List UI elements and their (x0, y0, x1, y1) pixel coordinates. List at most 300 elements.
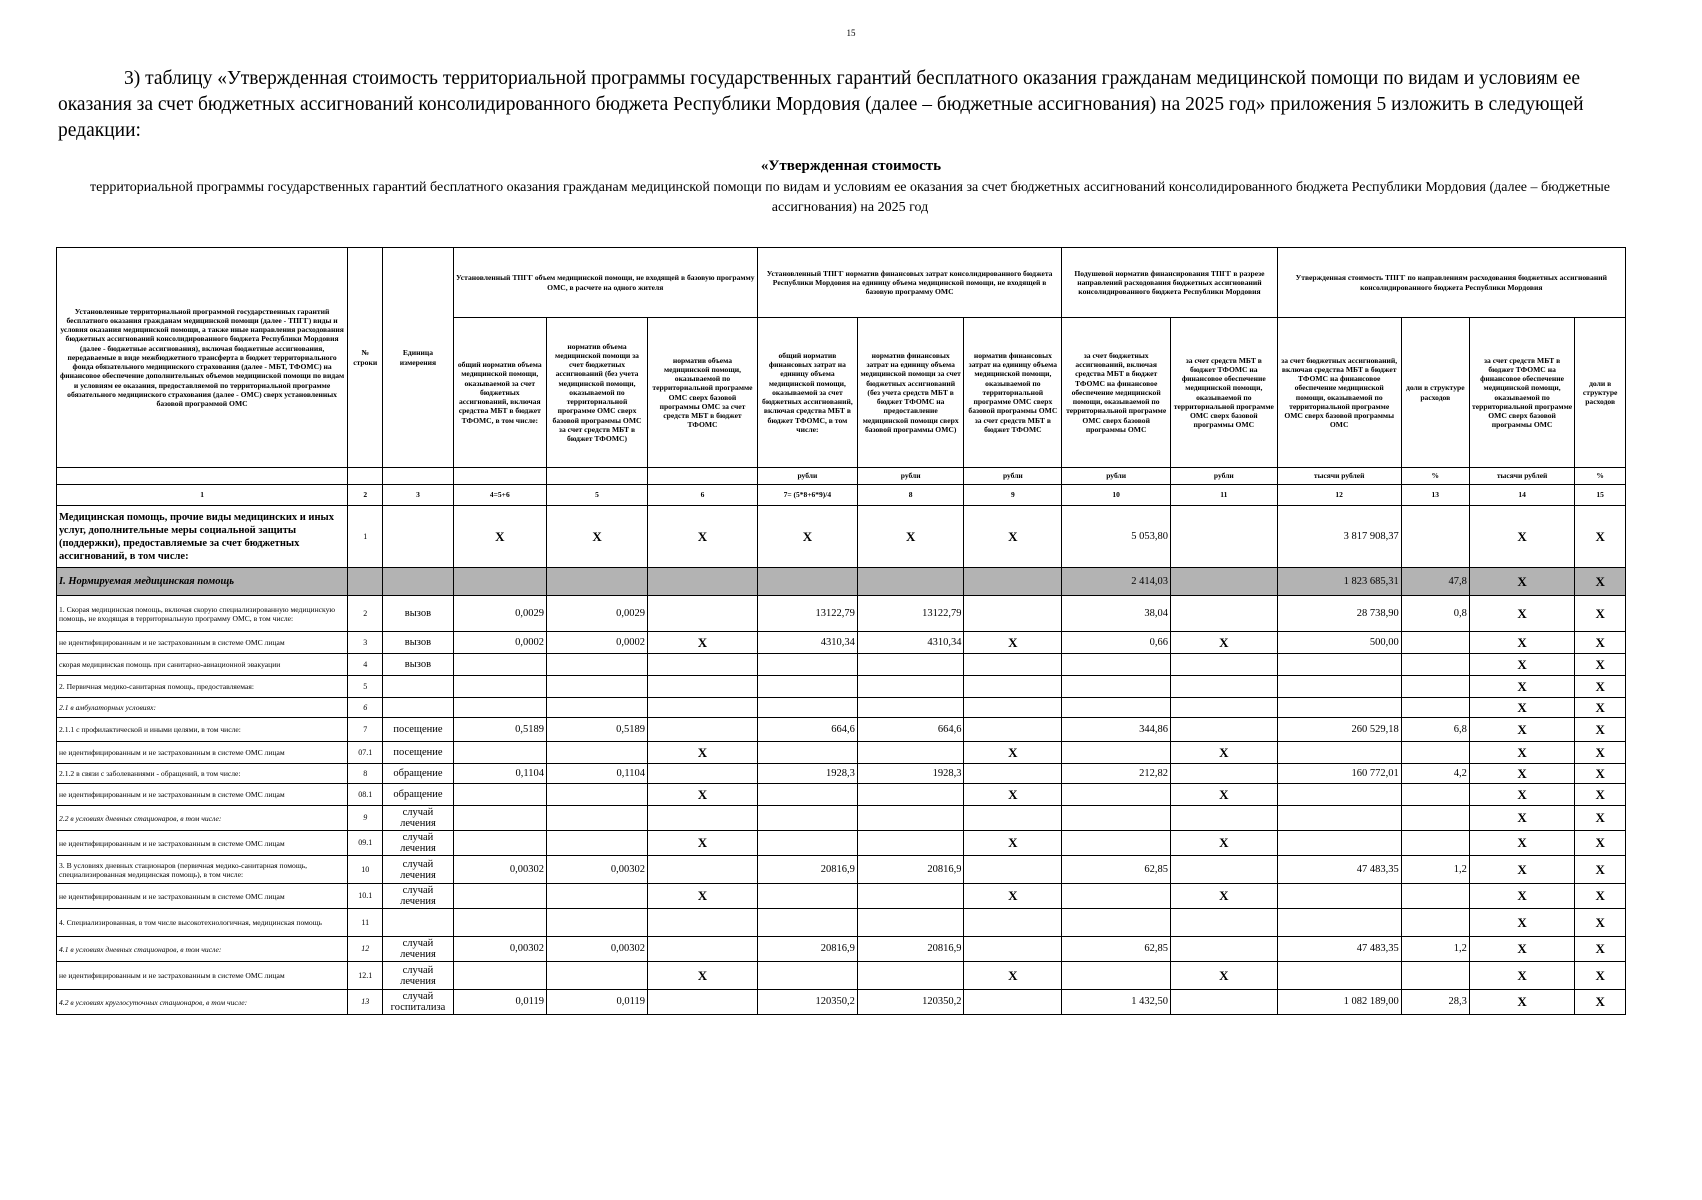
value-cell (757, 698, 857, 718)
row-unit (383, 676, 453, 698)
not-applicable-mark: X (1469, 856, 1574, 884)
value-cell: 62,85 (1062, 856, 1171, 884)
value-cell (546, 962, 647, 990)
value-cell (648, 698, 758, 718)
value-cell: 1 823 685,31 (1277, 568, 1401, 596)
not-applicable-mark: X (1469, 962, 1574, 990)
value-cell (1277, 654, 1401, 676)
row-label: 2.1.2 в связи с заболеваниями - обращений, в том числе: (57, 764, 348, 784)
value-cell: 160 772,01 (1277, 764, 1401, 784)
not-applicable-mark: X (1575, 856, 1626, 884)
not-applicable-mark: X (648, 506, 758, 568)
row-unit (383, 506, 453, 568)
document-subtitle: территориальной программы государственных гарантий бесплатного оказания гражданам медицинской помощи по видам и условиям ее оказания за счет бюджетных ассигнований консолидированного бюджета Республики Мордовия (далее – бюджетные ассигнования) на 2025 год (90, 180, 1610, 215)
value-cell (857, 962, 964, 990)
value-cell (648, 806, 758, 831)
column-index-cell: 2 (348, 485, 383, 506)
header-col-9: норматив финансовых затрат на единицу объема медицинской помощи, оказываемой по территориальной программе ОМС сверх базовой программы ОМС за счет средств МБТ в бюджет ТФОМС (964, 318, 1062, 468)
value-cell (1171, 596, 1278, 632)
row-number: 8 (348, 764, 383, 784)
not-applicable-mark: X (964, 962, 1062, 990)
not-applicable-mark: X (1469, 884, 1574, 909)
value-cell (857, 884, 964, 909)
value-cell: 0,66 (1062, 632, 1171, 654)
value-cell (1277, 831, 1401, 856)
row-label: 2.1 в амбулаторных условиях: (57, 698, 348, 718)
not-applicable-mark: X (648, 962, 758, 990)
table-row (57, 632, 1626, 654)
row-unit: посещение (383, 742, 453, 764)
value-cell (1171, 937, 1278, 962)
table-row (57, 676, 1626, 698)
column-index-cell: 15 (1575, 485, 1626, 506)
header-col-6: норматив объема медицинской помощи, оказываемой по территориальной программе ОМС сверх базовой программы ОМС за счет средств МБТ в бюджет ТФОМС (648, 318, 758, 468)
value-cell (757, 831, 857, 856)
value-cell (857, 698, 964, 718)
value-cell: 20816,9 (757, 937, 857, 962)
value-cell (1401, 698, 1469, 718)
value-cell: 260 529,18 (1277, 718, 1401, 742)
not-applicable-mark: X (1575, 596, 1626, 632)
value-cell (1401, 962, 1469, 990)
column-index-cell: 5 (546, 485, 647, 506)
table-row (57, 506, 1626, 568)
row-number: 5 (348, 676, 383, 698)
not-applicable-mark: X (1575, 806, 1626, 831)
value-cell: 0,00302 (546, 937, 647, 962)
not-applicable-mark: X (1171, 962, 1278, 990)
row-unit: вызов (383, 654, 453, 676)
header-col-15: доли в структуре расходов (1575, 318, 1626, 468)
unit-cell (648, 468, 758, 485)
value-cell (453, 909, 546, 937)
not-applicable-mark: X (1469, 764, 1574, 784)
not-applicable-mark: X (1469, 831, 1574, 856)
header-row-number: № строки (348, 248, 383, 468)
value-cell (453, 784, 546, 806)
value-cell (757, 806, 857, 831)
value-cell (546, 568, 647, 596)
header-group-norm: Установленный ТПГГ норматив финансовых затрат консолидированного бюджета Республики Мордовия на единицу объема медицинской помощи, не входящей в базовую программу ОМС (757, 248, 1061, 318)
units-row (57, 468, 1626, 485)
value-cell (1062, 884, 1171, 909)
row-label: не идентифицированным и не застрахованным в системе ОМС лицам (57, 784, 348, 806)
value-cell (1062, 806, 1171, 831)
table-row (57, 831, 1626, 856)
row-unit: обращение (383, 784, 453, 806)
column-index-cell: 11 (1171, 485, 1278, 506)
value-cell: 664,6 (857, 718, 964, 742)
row-label: не идентифицированным и не застрахованным в системе ОМС лицам (57, 884, 348, 909)
not-applicable-mark: X (1171, 784, 1278, 806)
value-cell (757, 784, 857, 806)
value-cell (757, 654, 857, 676)
value-cell: 0,5189 (453, 718, 546, 742)
value-cell (453, 884, 546, 909)
row-label: 2. Первичная медико-санитарная помощь, предоставляемая: (57, 676, 348, 698)
value-cell: 1 082 189,00 (1277, 990, 1401, 1015)
value-cell: 13122,79 (857, 596, 964, 632)
not-applicable-mark: X (1575, 654, 1626, 676)
header-col-11: за счет средств МБТ в бюджет ТФОМС на финансовое обеспечение медицинской помощи, оказываемой по территориальной программе ОМС сверх базовой программы ОМС (1171, 318, 1278, 468)
not-applicable-mark: X (1575, 764, 1626, 784)
row-number: 09.1 (348, 831, 383, 856)
table-row (57, 806, 1626, 831)
not-applicable-mark: X (757, 506, 857, 568)
value-cell (857, 676, 964, 698)
value-cell (546, 654, 647, 676)
table-row (57, 909, 1626, 937)
header-col-7: общий норматив финансовых затрат на единицу объема медицинской помощи, оказываемой за счет бюджетных ассигнований, включая средства МБТ в бюджет ТФОМС, в том числе: (757, 318, 857, 468)
value-cell (648, 718, 758, 742)
value-cell (857, 742, 964, 764)
not-applicable-mark: X (1469, 506, 1574, 568)
value-cell (757, 676, 857, 698)
row-unit: случай лечения (383, 831, 453, 856)
value-cell (1171, 654, 1278, 676)
value-cell (1062, 909, 1171, 937)
not-applicable-mark: X (1575, 568, 1626, 596)
header-col-4: общий норматив объема медицинской помощи, оказываемой за счет бюджетных ассигнований, включая средства МБТ в бюджет ТФОМС, в том числе: (453, 318, 546, 468)
value-cell (648, 596, 758, 632)
value-cell (1062, 962, 1171, 990)
value-cell (453, 676, 546, 698)
value-cell: 212,82 (1062, 764, 1171, 784)
value-cell (1277, 909, 1401, 937)
column-index-cell: 3 (383, 485, 453, 506)
not-applicable-mark: X (1575, 698, 1626, 718)
value-cell (546, 742, 647, 764)
not-applicable-mark: X (648, 632, 758, 654)
cost-table (56, 247, 1626, 1015)
value-cell: 3 817 908,37 (1277, 506, 1401, 568)
row-unit: случай лечения (383, 962, 453, 990)
not-applicable-mark: X (1575, 506, 1626, 568)
value-cell: 20816,9 (857, 856, 964, 884)
not-applicable-mark: X (964, 632, 1062, 654)
page-number: 15 (846, 28, 856, 38)
value-cell: 1 432,50 (1062, 990, 1171, 1015)
row-label: 4.2 в условиях круглосуточных стационаров, в том числе: (57, 990, 348, 1015)
not-applicable-mark: X (1575, 784, 1626, 806)
value-cell: 344,86 (1062, 718, 1171, 742)
value-cell: 0,00302 (453, 937, 546, 962)
table-row (57, 654, 1626, 676)
unit-cell: % (1575, 468, 1626, 485)
value-cell (1171, 698, 1278, 718)
value-cell (1277, 698, 1401, 718)
row-label: не идентифицированным и не застрахованным в системе ОМС лицам (57, 962, 348, 990)
header-col-13: доли в структуре расходов (1401, 318, 1469, 468)
not-applicable-mark: X (1575, 937, 1626, 962)
not-applicable-mark: X (648, 784, 758, 806)
value-cell: 28 738,90 (1277, 596, 1401, 632)
value-cell (1401, 654, 1469, 676)
value-cell: 1928,3 (857, 764, 964, 784)
value-cell (1277, 784, 1401, 806)
value-cell (1401, 676, 1469, 698)
not-applicable-mark: X (1171, 884, 1278, 909)
row-number: 4 (348, 654, 383, 676)
value-cell: 4310,34 (857, 632, 964, 654)
value-cell (1277, 962, 1401, 990)
value-cell (546, 831, 647, 856)
value-cell: 47 483,35 (1277, 856, 1401, 884)
not-applicable-mark: X (1575, 884, 1626, 909)
value-cell (857, 909, 964, 937)
not-applicable-mark: X (964, 742, 1062, 764)
value-cell (757, 742, 857, 764)
header-group-percapita: Подушевой норматив финансирования ТПГГ в разрезе направлений расходования бюджетных ассигнований консолидированного бюджета Республики Мордовия (1062, 248, 1277, 318)
row-unit (383, 568, 453, 596)
value-cell (648, 937, 758, 962)
value-cell (857, 784, 964, 806)
value-cell (1401, 831, 1469, 856)
column-index-cell: 8 (857, 485, 964, 506)
value-cell: 500,00 (1277, 632, 1401, 654)
header-col-8: норматив финансовых затрат на единицу объема медицинской помощи за счет бюджетных ассигнований (без учета средств МБТ в бюджет ТФОМС на предоставление медицинской помощи сверх базовой программы ОМС) (857, 318, 964, 468)
table-row (57, 742, 1626, 764)
value-cell (1401, 806, 1469, 831)
table-row (57, 962, 1626, 990)
value-cell (1401, 742, 1469, 764)
value-cell (546, 698, 647, 718)
row-unit: случай лечения (383, 937, 453, 962)
value-cell (857, 568, 964, 596)
value-cell (857, 654, 964, 676)
value-cell (1401, 632, 1469, 654)
row-label: 2.1.1 с профилактической и иными целями, в том числе: (57, 718, 348, 742)
value-cell: 0,0119 (453, 990, 546, 1015)
row-label: 4.1 в условиях дневных стационаров, в том числе: (57, 937, 348, 962)
value-cell: 47 483,35 (1277, 937, 1401, 962)
value-cell (1062, 831, 1171, 856)
unit-cell: рубли (1171, 468, 1278, 485)
row-label: скорая медицинская помощь при санитарно-авиационной эвакуации (57, 654, 348, 676)
value-cell: 1,2 (1401, 856, 1469, 884)
not-applicable-mark: X (648, 884, 758, 909)
value-cell (1401, 884, 1469, 909)
value-cell (648, 676, 758, 698)
not-applicable-mark: X (964, 884, 1062, 909)
value-cell: 664,6 (757, 718, 857, 742)
unit-cell (348, 468, 383, 485)
row-number: 7 (348, 718, 383, 742)
row-unit: случай лечения (383, 856, 453, 884)
table-row (57, 718, 1626, 742)
value-cell: 4310,34 (757, 632, 857, 654)
value-cell (453, 831, 546, 856)
value-cell: 13122,79 (757, 596, 857, 632)
value-cell (964, 568, 1062, 596)
value-cell: 5 053,80 (1062, 506, 1171, 568)
value-cell (1171, 764, 1278, 784)
not-applicable-mark: X (1469, 568, 1574, 596)
header-col-10: за счет бюджетных ассигнований, включая средства МБТ в бюджет ТФОМС на финансовое обеспечение медицинской помощи, оказываемой по территориальной программе ОМС сверх базовой программы ОМС (1062, 318, 1171, 468)
value-cell (1171, 856, 1278, 884)
value-cell (453, 962, 546, 990)
row-unit: вызов (383, 596, 453, 632)
not-applicable-mark: X (857, 506, 964, 568)
value-cell (648, 568, 758, 596)
value-cell: 6,8 (1401, 718, 1469, 742)
table-row (57, 568, 1626, 596)
value-cell (964, 718, 1062, 742)
value-cell (1171, 806, 1278, 831)
value-cell (546, 676, 647, 698)
value-cell (1401, 784, 1469, 806)
column-index-cell: 4=5+6 (453, 485, 546, 506)
value-cell: 0,5189 (546, 718, 647, 742)
unit-cell: % (1401, 468, 1469, 485)
value-cell: 0,00302 (546, 856, 647, 884)
not-applicable-mark: X (1575, 990, 1626, 1015)
table-row (57, 990, 1626, 1015)
table-row (57, 937, 1626, 962)
not-applicable-mark: X (1575, 831, 1626, 856)
row-number: 10 (348, 856, 383, 884)
value-cell: 0,0002 (453, 632, 546, 654)
row-label: не идентифицированным и не застрахованным в системе ОМС лицам (57, 632, 348, 654)
row-unit: обращение (383, 764, 453, 784)
value-cell (1401, 909, 1469, 937)
value-cell: 0,1104 (453, 764, 546, 784)
value-cell: 47,8 (1401, 568, 1469, 596)
header-description: Установленные территориальной программой государственных гарантий бесплатного оказания гражданам медицинской помощи (далее - ТПГГ) виды и условия оказания медицинской помощи, а также иные направления расходования бюджетных ассигнований консолидированного бюджета Республики Мордовия (далее - бюджетные ассигнования), включая бюджетные ассигнования, передаваемые в виде межбюджетного трансферта в бюджет территориального фонда обязательного медицинского страхования (далее - МБТ, ТФОМС) на финансовое обеспечение дополнительных объемов медицинской помощи по видам и условиям ее оказания, предоставляемой по территориальной программе обязательного медицинского страхования (далее - ОМС) сверх установленных базовой программой ОМС (57, 248, 348, 468)
column-index-cell: 9 (964, 485, 1062, 506)
column-index-cell: 6 (648, 485, 758, 506)
value-cell (757, 884, 857, 909)
not-applicable-mark: X (453, 506, 546, 568)
value-cell (757, 909, 857, 937)
unit-cell (383, 468, 453, 485)
value-cell (648, 856, 758, 884)
value-cell: 28,3 (1401, 990, 1469, 1015)
value-cell (453, 806, 546, 831)
value-cell (964, 596, 1062, 632)
value-cell (648, 990, 758, 1015)
value-cell: 0,0029 (453, 596, 546, 632)
row-label: не идентифицированным и не застрахованным в системе ОМС лицам (57, 831, 348, 856)
row-number: 1 (348, 506, 383, 568)
row-label: Медицинская помощь, прочие виды медицинских и иных услуг, дополнительные меры социальной защиты (поддержки), предоставляемые за счет бюджетных ассигнований, в том числе: (57, 506, 348, 568)
value-cell (964, 909, 1062, 937)
row-unit: вызов (383, 632, 453, 654)
value-cell (1277, 676, 1401, 698)
value-cell: 38,04 (1062, 596, 1171, 632)
not-applicable-mark: X (1469, 676, 1574, 698)
row-unit: случай госпитализа (383, 990, 453, 1015)
value-cell (857, 806, 964, 831)
row-label: 2.2 в условиях дневных стационаров, в том числе: (57, 806, 348, 831)
value-cell (1062, 654, 1171, 676)
not-applicable-mark: X (1469, 784, 1574, 806)
value-cell (757, 568, 857, 596)
table-row (57, 856, 1626, 884)
value-cell (1277, 742, 1401, 764)
not-applicable-mark: X (1575, 676, 1626, 698)
table-row (57, 764, 1626, 784)
not-applicable-mark: X (1171, 742, 1278, 764)
value-cell: 1928,3 (757, 764, 857, 784)
value-cell (546, 909, 647, 937)
column-index-cell: 10 (1062, 485, 1171, 506)
column-index-cell: 7= (5*8+6*9)/4 (757, 485, 857, 506)
row-label: I. Нормируемая медицинская помощь (57, 568, 348, 596)
row-label: 3. В условиях дневных стационаров (первичная медико-санитарная помощь, специализированная медицинская помощь), в том числе: (57, 856, 348, 884)
header-col-5: норматив объема медицинской помощи за счет бюджетных ассигнований (без учета медицинской помощи, оказываемой по территориальной программе ОМС сверх базовой программы ОМС за счет средств МБТ в бюджет ТФОМС) (546, 318, 647, 468)
value-cell (1277, 884, 1401, 909)
value-cell (964, 990, 1062, 1015)
not-applicable-mark: X (1469, 937, 1574, 962)
unit-cell: рубли (964, 468, 1062, 485)
value-cell (757, 962, 857, 990)
row-number: 12.1 (348, 962, 383, 990)
header-group-volume: Установленный ТПГГ объем медицинской помощи, не входящей в базовую программу ОМС, в расчете на одного жителя (453, 248, 757, 318)
row-number: 9 (348, 806, 383, 831)
not-applicable-mark: X (1469, 806, 1574, 831)
value-cell (648, 654, 758, 676)
not-applicable-mark: X (1469, 718, 1574, 742)
column-index-cell: 12 (1277, 485, 1401, 506)
not-applicable-mark: X (1469, 990, 1574, 1015)
row-unit (383, 698, 453, 718)
unit-cell: рубли (1062, 468, 1171, 485)
value-cell (648, 764, 758, 784)
header-group-cost: Утвержденная стоимость ТПГГ по направлениям расходования бюджетных ассигнований консолидированного бюджета Республики Мордовия (1277, 248, 1625, 318)
value-cell (1171, 909, 1278, 937)
unit-cell: рубли (757, 468, 857, 485)
row-unit (383, 909, 453, 937)
not-applicable-mark: X (964, 784, 1062, 806)
not-applicable-mark: X (1469, 632, 1574, 654)
unit-cell: тысячи рублей (1469, 468, 1574, 485)
value-cell (648, 909, 758, 937)
not-applicable-mark: X (1469, 742, 1574, 764)
value-cell (453, 654, 546, 676)
not-applicable-mark: X (546, 506, 647, 568)
column-index-cell: 14 (1469, 485, 1574, 506)
unit-cell: тысячи рублей (1277, 468, 1401, 485)
value-cell (453, 568, 546, 596)
row-number (348, 568, 383, 596)
header-col-14: за счет средств МБТ в бюджет ТФОМС на финансовое обеспечение медицинской помощи, оказываемой по территориальной программе ОМС сверх базовой программы ОМС (1469, 318, 1574, 468)
row-number: 6 (348, 698, 383, 718)
not-applicable-mark: X (1171, 632, 1278, 654)
not-applicable-mark: X (1575, 718, 1626, 742)
not-applicable-mark: X (1575, 962, 1626, 990)
value-cell (1062, 784, 1171, 806)
value-cell (1171, 568, 1278, 596)
value-cell: 120350,2 (857, 990, 964, 1015)
value-cell (964, 937, 1062, 962)
value-cell (546, 884, 647, 909)
value-cell (1062, 742, 1171, 764)
value-cell: 0,0119 (546, 990, 647, 1015)
value-cell: 1,2 (1401, 937, 1469, 962)
row-label: не идентифицированным и не застрахованным в системе ОМС лицам (57, 742, 348, 764)
value-cell (857, 831, 964, 856)
row-number: 12 (348, 937, 383, 962)
not-applicable-mark: X (964, 506, 1062, 568)
row-number: 13 (348, 990, 383, 1015)
column-index-cell: 13 (1401, 485, 1469, 506)
value-cell: 0,1104 (546, 764, 647, 784)
value-cell (453, 698, 546, 718)
value-cell (1062, 676, 1171, 698)
header-unit: Единица измерения (383, 248, 453, 468)
value-cell (964, 654, 1062, 676)
